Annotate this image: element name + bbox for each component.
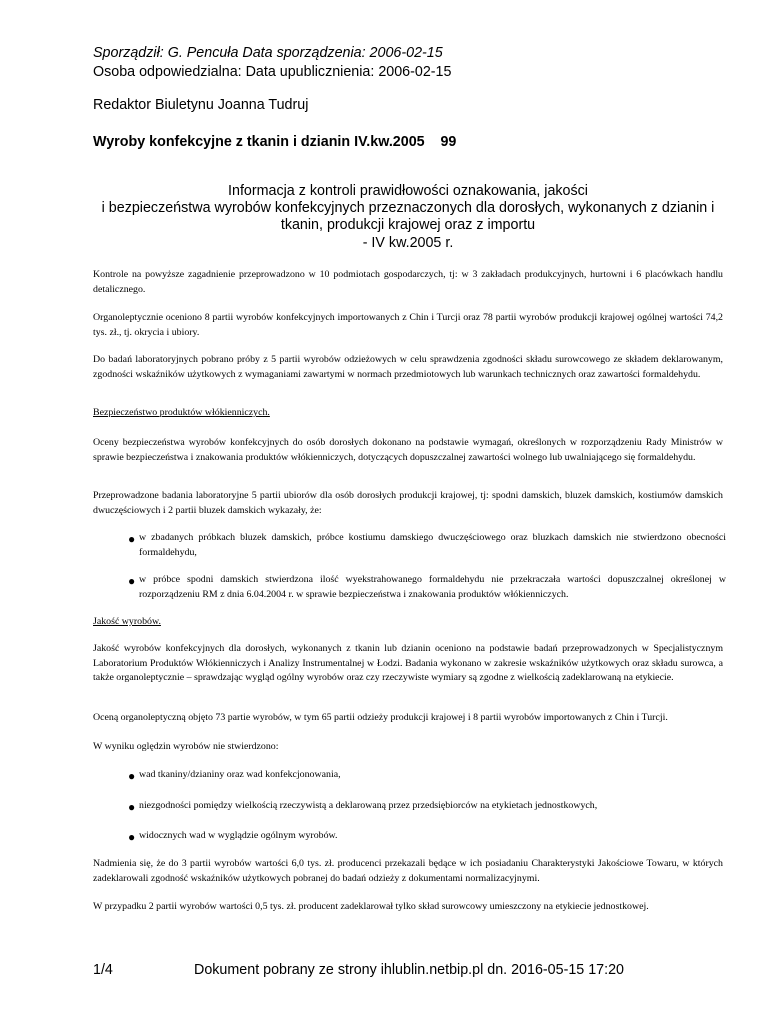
paragraph-inspection-findings: W wyniku oględzin wyrobów nie stwierdzono: (93, 741, 279, 752)
list-item: ● niezgodności pomiędzy wielkością rzeczywistą a deklarowaną przez przedsiębiorców na etykietach jednostkowych, (128, 800, 598, 814)
report-title-line-4: - IV kw.2005 r. (362, 234, 454, 251)
footer-source: Dokument pobrany ze strony ihlublin.netbip.pl dn. 2016-05-15 17:20 (194, 962, 624, 978)
paragraph-lab-samples: Do badań laboratoryjnych pobrano próby z 5 partii wyrobów odzieżowych w celu sprawdzenia zgodności składu surowcowego ze składem deklarowanym, zgodności wskaźników użytkowych z wymaganiami zawartymi w normach przedmiotowych lub warunkach technicznych oraz zawartości formaldehydu. (93, 354, 723, 380)
paragraph-lab-results: Przeprowadzone badania laboratoryjne 5 partii ubiorów dla osób dorosłych produkcji krajowej, tj: spodni damskich, bluzek damskich, kostiumów damskich dwuczęściowych i 2 partii bluzek damskich wykazały, że: (93, 490, 723, 516)
report-title-line-3: tkanin, produkcji krajowej oraz z importu (280, 217, 536, 234)
list-item: ● w zbadanych próbkach bluzek damskich, próbce kostiumu damskiego dwuczęściowego oraz bluzkach damskich nie stwierdzono obecności formaldehydu, (128, 532, 726, 558)
prepared-line: Sporządził: G. Pencuła Data sporządzenia: 2006-02-15 (93, 45, 443, 61)
paragraph-quality-characteristics: Nadmienia się, że do 3 partii wyrobów wartości 6,0 tys. zł. producenci przekazali będące w ich posiadaniu Charakterystyki Jakościowe Towaru, w których zadeklarowali zgodność wskaźników użytkowych pobranej do badań odzieży z dokumentami normalizacyjnymi. (93, 858, 723, 884)
list-item: ● wad tkaniny/dzianiny oraz wad konfekcjonowania, (128, 769, 341, 783)
responsible-line: Osoba odpowiedzialna: Data upublicznienia: 2006-02-15 (93, 64, 452, 80)
report-title-line-1: Informacja z kontroli prawidłowości oznakowania, jakości (228, 183, 588, 199)
bullet-dot-icon: ● (128, 769, 136, 783)
paragraph-organoleptic-scope: Oceną organoleptyczną objęto 73 partie wyrobów, w tym 65 partii odzieży produkcji krajowej i 8 partii wyrobów importowanych z Chin i Turcji. (93, 712, 668, 723)
editor-line: Redaktor Biuletynu Joanna Tudruj (93, 97, 309, 113)
document-title: Wyroby konfekcyjne z tkanin i dzianin IV.kw.2005 99 (93, 134, 457, 150)
list-item: ● w próbce spodni damskich stwierdzona ilość wyekstrahowanego formaldehydu nie przekraczała wartości dopuszczalnej określonej w rozporządzeniu RM z dnia 6.04.2004 r. w sprawie bezpieczeństwa i znakowania produktów włókienniczych. (128, 574, 726, 600)
bullet-dot-icon: ● (128, 532, 136, 546)
paragraph-composition-declared: W przypadku 2 partii wyrobów wartości 0,5 tys. zł. producent zadeklarował tylko skład surowcowy umieszczony na etykiecie jednostkowej. (93, 901, 649, 912)
bullet-dot-icon: ● (128, 574, 136, 588)
paragraph-organoleptic: Organoleptycznie oceniono 8 partii wyrobów konfekcyjnych importowanych z Chin i Turcji oraz 78 partii wyrobów produkcji krajowej ogólnej wartości 74,2 tys. zł., tj. okrycia i ubiory. (93, 312, 723, 338)
page-number: 1/4 (93, 962, 113, 978)
report-title (93, 183, 723, 252)
bullet-dot-icon: ● (128, 830, 136, 844)
section-heading-safety: Bezpieczeństwo produktów włókienniczych. (93, 407, 270, 418)
paragraph-quality-assessment: Jakość wyrobów konfekcyjnych dla dorosłych, wykonanych z tkanin lub dzianin oceniono na podstawie badań przeprowadzonych w Specjalistycznym Laboratorium Produktów Włókienniczych i Analizy Instrumentalnej w Łodzi. Badania wykonano w zakresie wskaźników użytkowych oraz składu surowca, a także organoleptycznie – sprawdzając wygląd ogólny wyrobów oraz czy rzeczywiste wymiary są zgodne z wielkością zadeklarowaną na etykiecie. (93, 643, 723, 684)
section-heading-quality: Jakość wyrobów. (93, 616, 161, 627)
paragraph-safety-assessment: Oceny bezpieczeństwa wyrobów konfekcyjnych do osób dorosłych dokonano na podstawie wymagań, określonych w rozporządzeniu Rady Ministrów w sprawie bezpieczeństwa i znakowania produktów włókienniczych, dotyczących dopuszczalnej zawartości wolnego lub uwalniającego się formaldehydu. (93, 437, 723, 463)
list-item: ● widocznych wad w wyglądzie ogólnym wyrobów. (128, 830, 338, 844)
paragraph-inspections: Kontrole na powyższe zagadnienie przeprowadzono w 10 podmiotach gospodarczych, tj: w 3 zakładach produkcyjnych, hurtowni i 6 placówkach handlu detalicznego. (93, 269, 723, 295)
report-title-line-2: i bezpieczeństwa wyrobów konfekcyjnych przeznaczonych dla dorosłych, wykonanych z dzianin i (101, 200, 715, 217)
bullet-dot-icon: ● (128, 800, 136, 814)
